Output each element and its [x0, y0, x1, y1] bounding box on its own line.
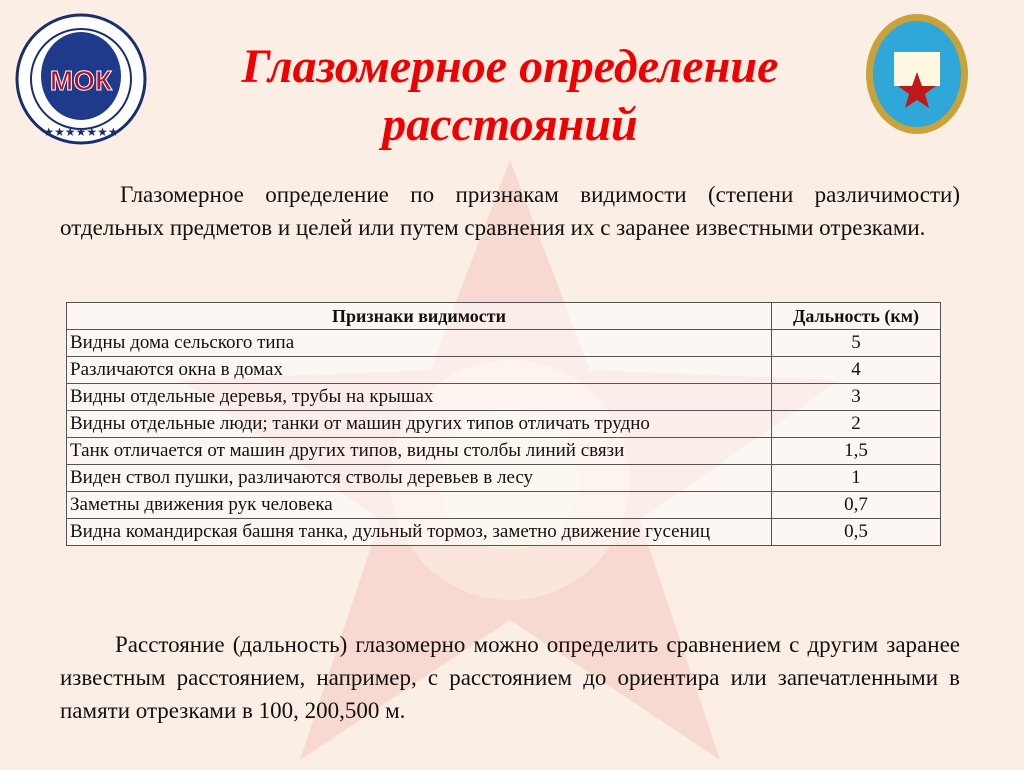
conclusion-paragraph	[60, 628, 960, 727]
svg-text:★★★★★★★: ★★★★★★★	[43, 125, 119, 139]
table-row	[67, 438, 941, 465]
sign-cell: Танк отличается от машин других типов, видны столбы линий связи	[67, 438, 772, 465]
distance-cell: 2	[772, 411, 941, 438]
sign-cell: Заметны движения рук человека	[67, 492, 772, 519]
table-row	[67, 384, 941, 411]
conclusion-text: Расстояние (дальность) глазомерно можно определить сравнением с другим заранее известным расстоянием, например, с расстоянием до ориентира или запечатленными в памяти отрезками в 100, 200,500 м.	[60, 632, 960, 723]
sign-cell: Видна командирская башня танка, дульный тормоз, заметно движение гусениц	[67, 519, 772, 546]
visibility-table	[66, 302, 941, 546]
sign-cell: Видны дома сельского типа	[67, 330, 772, 357]
table-row	[67, 519, 941, 546]
mok-logo	[14, 12, 148, 146]
table-row	[67, 357, 941, 384]
table-header-row	[67, 303, 941, 330]
distance-cell: 3	[772, 384, 941, 411]
table-row	[67, 411, 941, 438]
slide-title: Глазомерное определение расстояний	[241, 40, 779, 151]
intro-text: Глазомерное определение по признакам видимости (степени различимости) отдельных предметов и целей или путем сравнения их с заранее известными отрезками.	[60, 182, 960, 240]
distance-cell: 0,7	[772, 492, 941, 519]
distance-cell: 4	[772, 357, 941, 384]
table-row	[67, 330, 941, 357]
intro-paragraph	[60, 178, 960, 244]
svg-text:МОК: МОК	[49, 65, 113, 96]
sign-cell: Виден ствол пушки, различаются стволы деревьев в лесу	[67, 465, 772, 492]
header-distance: Дальность (км)	[772, 303, 941, 330]
sign-cell: Видны отдельные деревья, трубы на крышах	[67, 384, 772, 411]
header-sign: Признаки видимости	[67, 303, 772, 330]
table-row	[67, 465, 941, 492]
distance-cell: 0,5	[772, 519, 941, 546]
distance-cell: 1	[772, 465, 941, 492]
military-department-emblem	[864, 12, 970, 136]
sign-cell: Видны отдельные люди; танки от машин других типов отличать трудно	[67, 411, 772, 438]
distance-cell: 1,5	[772, 438, 941, 465]
table-row	[67, 492, 941, 519]
sign-cell: Различаются окна в домах	[67, 357, 772, 384]
distance-cell: 5	[772, 330, 941, 357]
